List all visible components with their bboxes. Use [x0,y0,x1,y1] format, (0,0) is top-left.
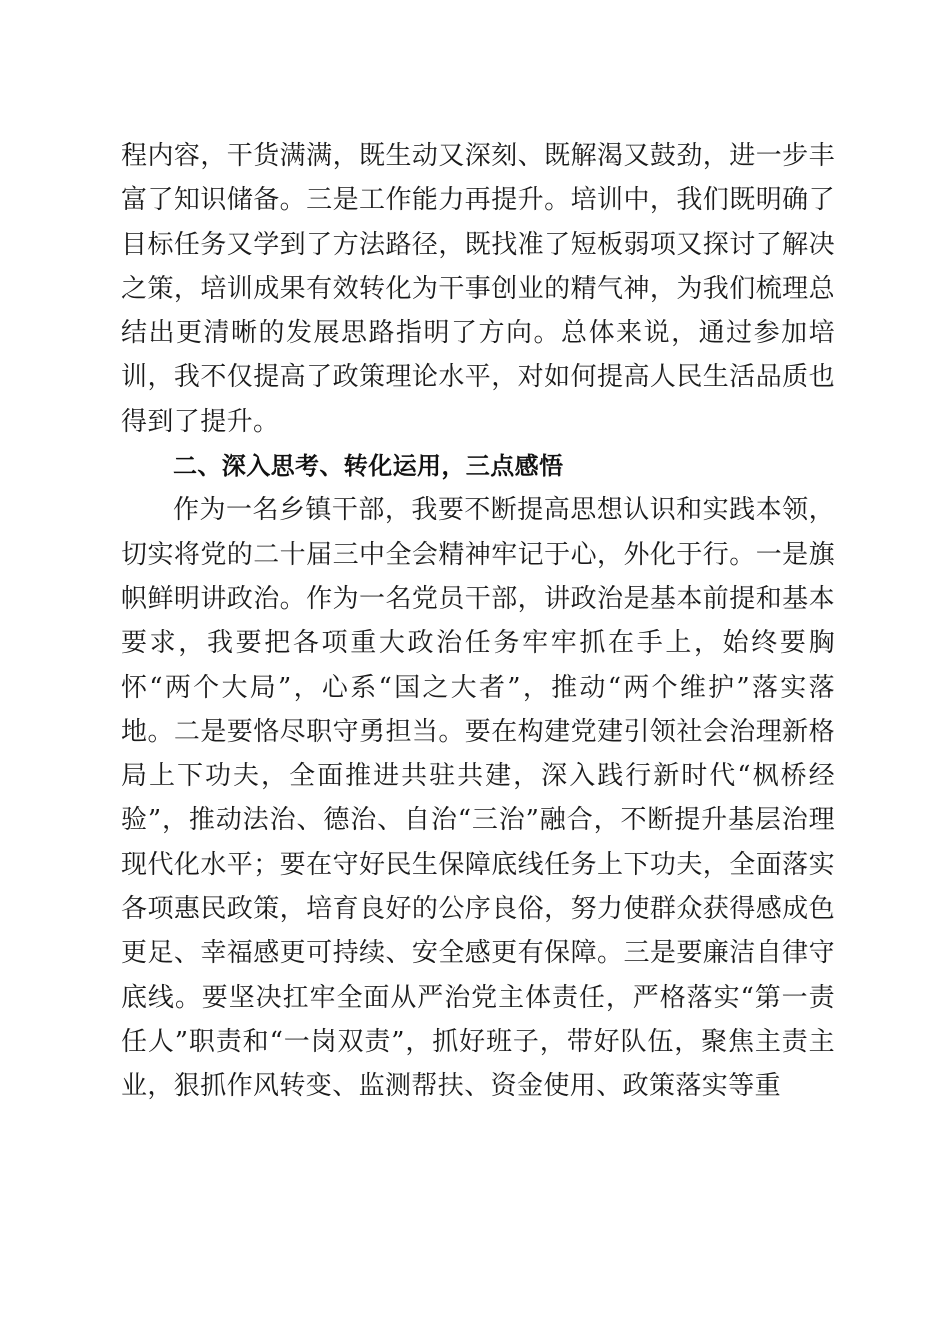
section-heading: 二、深入思考、转化运用，三点感悟 [173,452,564,481]
paragraph-continued: 程内容，干货满满，既生动又深刻、既解渴又鼓劲，进一步丰富了知识储备。三是工作能力再提升。培训中，我们既明确了目标任务又学到了方法路径，既找准了短板弱项又探讨了解决之策，培训成果有效转化为干事创业的精气神，为我们梳理总结出更清晰的发展思路指明了方向。总体来说，通过参加培训，我不仅提高了政策理论水平，对如何提高人民生活品质也得到了提升。 [121,141,835,437]
paragraph-section-two: 作为一名乡镇干部，我要不断提高思想认识和实践本领，切实将党的二十届三中全会精神牢记于心，外化于行。一是旗帜鲜明讲政治。作为一名党员干部，讲政治是基本前提和基本要求，我要把各项重大政治任务牢牢抓在手上，始终要胸怀“两个大局”，心系“国之大者”，推动“两个维护”落实落地。二是要恪尽职守勇担当。要在构建党建引领社会治理新格局上下功夫，全面推进共驻共建，深入践行新时代“枫桥经验”，推动法治、德治、自治“三治”融合，不断提升基层治理现代化水平；要在守好民生保障底线任务上下功夫，全面落实各项惠民政策，培育良好的公序良俗，努力使群众获得感成色更足、幸福感更可持续、安全感更有保障。三是要廉洁自律守底线。要坚决扛牢全面从严治党主体责任，严格落实“第一责任人”职责和“一岗双责”，抓好班子，带好队伍，聚焦主责主业，狠抓作风转变、监测帮扶、资金使用、政策落实等重 [121,495,835,1102]
document-body [121,134,835,1109]
